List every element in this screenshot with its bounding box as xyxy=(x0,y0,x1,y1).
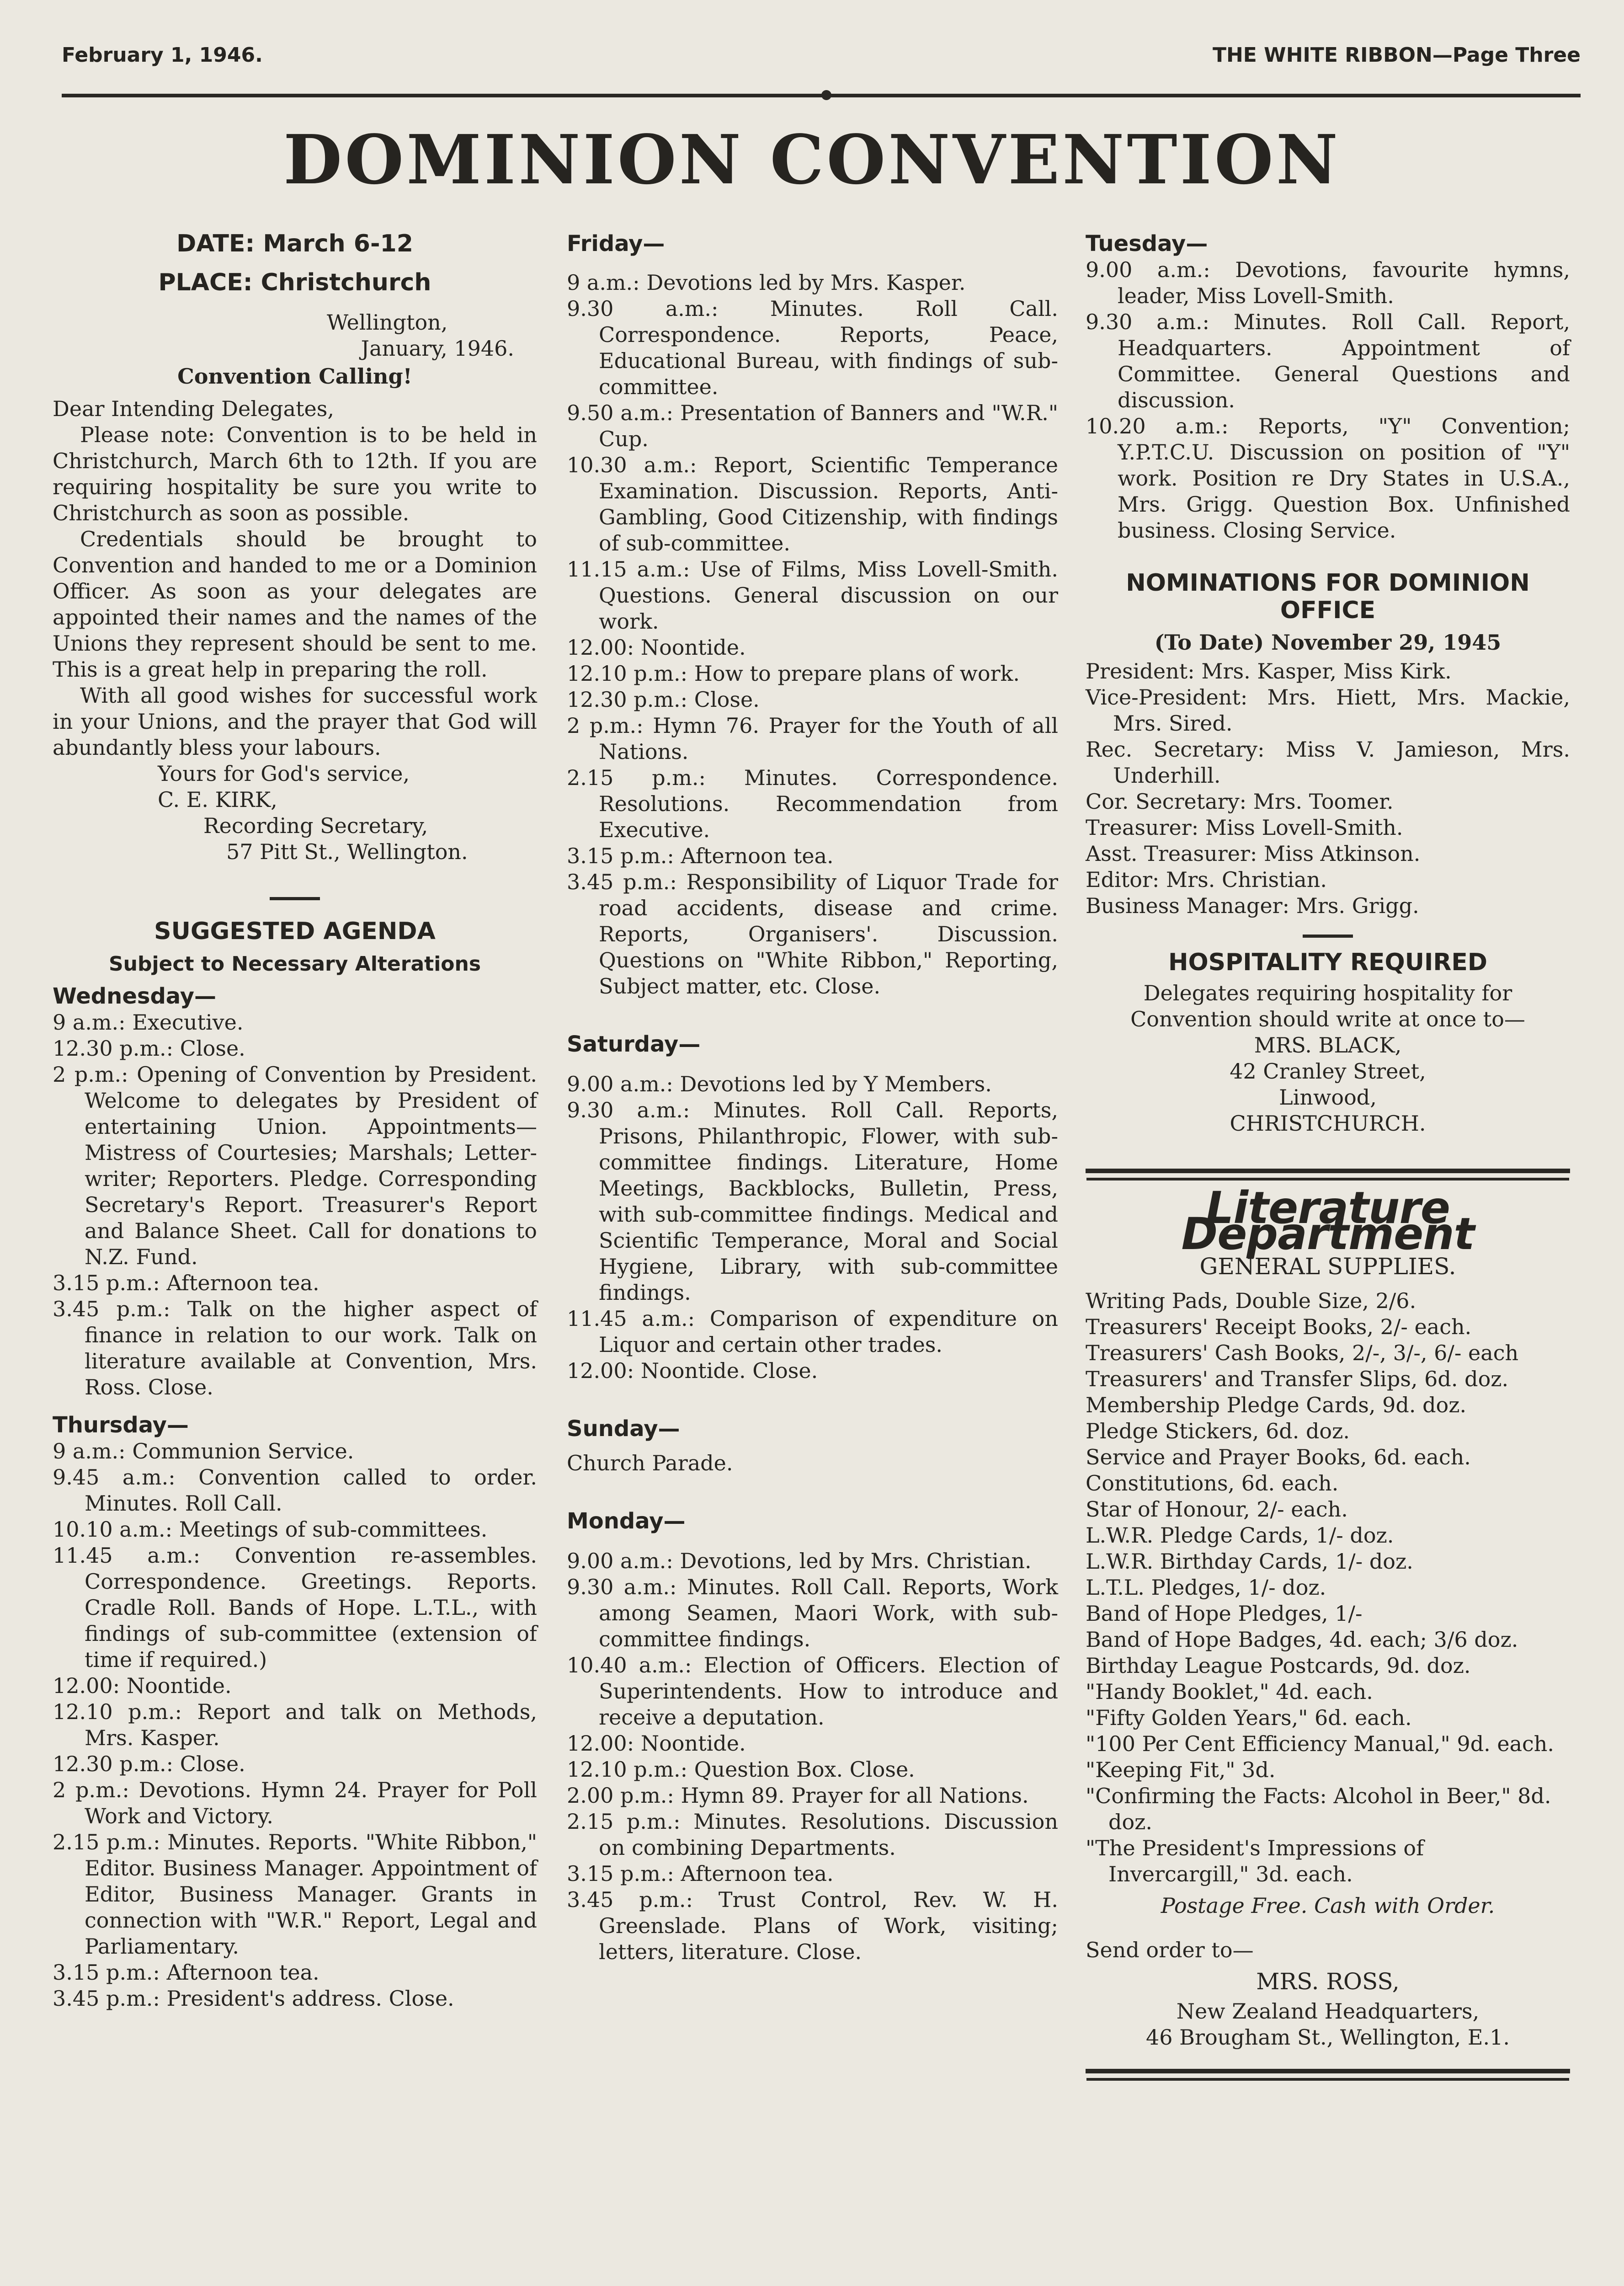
agenda-wednesday xyxy=(53,1009,537,1400)
page-title: DOMINION CONVENTION xyxy=(283,120,1341,199)
letter-date: January, 1946. xyxy=(361,336,514,361)
hospitality-text: Delegates requiring hospitality for Convention should write at once to— xyxy=(1130,981,1525,1031)
agenda-item: 12.30 p.m.: Close. xyxy=(567,687,760,712)
literature-item: Treasurers' Receipt Books, 2/- each. xyxy=(1086,1314,1472,1339)
agenda-item: 11.15 a.m.: Use of Films, Miss Lovell-Smith. Questions. General discussion on our work. xyxy=(567,557,1058,634)
agenda-item: 2.15 p.m.: Minutes. Resolutions. Discussion on combining Departments. xyxy=(567,1809,1058,1860)
section-divider xyxy=(1086,2069,1570,2073)
agenda-item: 3.15 p.m.: Afternoon tea. xyxy=(567,1861,834,1886)
letter-paragraph: Credentials should be brought to Convention and handed to me or a Dominion Officer. As soon as your delegates are appointed their names and the names of the Unions they represent should be sent to me. This is a great help in preparing the roll. xyxy=(53,527,537,682)
hospitality-name: MRS. BLACK, xyxy=(1254,1033,1402,1058)
nomination-item: Treasurer: Miss Lovell-Smith. xyxy=(1086,815,1403,840)
contact-address: 46 Brougham St., Wellington, E.1. xyxy=(1146,2025,1510,2050)
agenda-item: 3.15 p.m.: Afternoon tea. xyxy=(567,844,834,868)
agenda-item: 9.00 a.m.: Devotions led by Y Members. xyxy=(567,1072,992,1096)
agenda-item: 2 p.m.: Devotions. Hymn 24. Prayer for Poll Work and Victory. xyxy=(53,1778,538,1828)
running-header xyxy=(62,43,1581,67)
literature-item: "Confirming the Facts: Alcohol in Beer," 8d. doz. xyxy=(1086,1784,1551,1834)
letter-signature: C. E. KIRK, xyxy=(158,787,277,812)
agenda-item: 11.45 a.m.: Comparison of expenditure on Liquor and certain other trades. xyxy=(567,1306,1059,1357)
literature-item: Pledge Stickers, 6d. doz. xyxy=(1086,1419,1350,1443)
agenda-item: 2.15 p.m.: Minutes. Reports. "White Ribbon," Editor. Business Manager. Appointment of Editor, Business Manager. Grants in connection with "W.R." Report, Legal and Parliamentary. xyxy=(53,1830,537,1959)
day-heading-tuesday: Tuesday— xyxy=(1086,231,1208,256)
agenda-heading: SUGGESTED AGENDA xyxy=(154,918,436,945)
nomination-item: Rec. Secretary: Miss V. Jamieson, Mrs. Underhill. xyxy=(1086,737,1570,788)
literature-list xyxy=(1086,1288,1570,1887)
agenda-item: 12.30 p.m.: Close. xyxy=(53,1036,245,1061)
agenda-tuesday xyxy=(1086,257,1570,544)
agenda-item: 12.10 p.m.: Question Box. Close. xyxy=(567,1757,915,1782)
nomination-item: President: Mrs. Kasper, Miss Kirk. xyxy=(1086,659,1452,684)
header-rule xyxy=(62,94,1581,97)
day-heading-monday: Monday— xyxy=(567,1508,686,1534)
nomination-item: Business Manager: Mrs. Grigg. xyxy=(1086,893,1419,918)
literature-item: "Keeping Fit," 3d. xyxy=(1086,1757,1276,1782)
letter-role: Recording Secretary, xyxy=(203,813,428,838)
agenda-friday xyxy=(567,270,1058,999)
literature-item: "100 Per Cent Efficiency Manual," 9d. each. xyxy=(1086,1731,1555,1756)
agenda-item: 3.15 p.m.: Afternoon tea. xyxy=(53,1960,319,1985)
letter-paragraph: Please note: Convention is to be held in Christchurch, March 6th to 12th. If you are requiring hospitality be sure you write to Christchurch as soon as possible. xyxy=(53,422,537,525)
day-heading-saturday: Saturday— xyxy=(567,1031,701,1057)
agenda-item: Church Parade. xyxy=(567,1451,733,1475)
literature-item: Membership Pledge Cards, 9d. doz. xyxy=(1086,1393,1467,1417)
contact-organisation: New Zealand Headquarters, xyxy=(1176,1999,1480,2024)
hospitality-city: CHRISTCHURCH. xyxy=(1230,1111,1426,1136)
letter-place: Wellington, xyxy=(327,310,448,335)
section-divider xyxy=(270,897,320,900)
agenda-item: 3.15 p.m.: Afternoon tea. xyxy=(53,1271,319,1295)
literature-item: Treasurers' and Transfer Slips, 6d. doz. xyxy=(1086,1367,1509,1391)
column-2 xyxy=(567,231,1058,1965)
literature-item: Star of Honour, 2/- each. xyxy=(1086,1497,1348,1522)
agenda-item: 12.00: Noontide. xyxy=(53,1673,232,1698)
agenda-saturday xyxy=(567,1071,1058,1384)
agenda-item: 3.45 p.m.: Responsibility of Liquor Trade for road accidents, disease and crime. Reports, Organisers'. Discussion. Questions on "White Ribbon," Reporting, Subject matter, etc. Close. xyxy=(567,870,1058,999)
publication-page: THE WHITE RIBBON—Page Three xyxy=(1212,43,1581,67)
day-heading-friday: Friday— xyxy=(567,231,665,256)
literature-item: Writing Pads, Double Size, 2/6. xyxy=(1086,1288,1416,1313)
agenda-item: 10.40 a.m.: Election of Officers. Election of Superintendents. How to introduce and receive a deputation. xyxy=(567,1653,1058,1730)
literature-item: L.W.R. Pledge Cards, 1/- doz. xyxy=(1086,1523,1394,1548)
agenda-item: 9 a.m.: Communion Service. xyxy=(53,1439,354,1463)
section-divider xyxy=(1086,1169,1570,1173)
agenda-item: 12.00: Noontide. Close. xyxy=(567,1358,818,1383)
literature-item: Treasurers' Cash Books, 2/-, 3/-, 6/- each xyxy=(1086,1341,1519,1365)
literature-item: "The President's Impressions of Invercargill," 3d. each. xyxy=(1086,1836,1424,1886)
literature-item: Band of Hope Pledges, 1/- xyxy=(1086,1601,1363,1626)
nominations-heading: NOMINATIONS FOR DOMINION OFFICE xyxy=(1126,569,1530,624)
agenda-item: 9.30 a.m.: Minutes. Roll Call. Report, Headquarters. Appointment of Committee. General Questions and discussion. xyxy=(1086,310,1570,412)
agenda-item: 9.45 a.m.: Convention called to order. Minutes. Roll Call. xyxy=(53,1465,537,1516)
agenda-item: 2.00 p.m.: Hymn 89. Prayer for all Nations. xyxy=(567,1783,1029,1808)
agenda-thursday xyxy=(53,1438,537,2012)
agenda-item: 9 a.m.: Executive. xyxy=(53,1010,244,1035)
literature-item: Constitutions, 6d. each. xyxy=(1086,1471,1339,1496)
literature-heading: Literature Department xyxy=(1181,1182,1475,1260)
issue-date: February 1, 1946. xyxy=(62,43,263,67)
day-heading-thursday: Thursday— xyxy=(53,1412,189,1438)
hospitality-suburb: Linwood, xyxy=(1279,1085,1377,1110)
postage-note: Postage Free. Cash with Order. xyxy=(1161,1893,1495,1918)
agenda-item: 9.00 a.m.: Devotions, favourite hymns, leader, Miss Lovell-Smith. xyxy=(1086,257,1570,308)
nomination-item: Cor. Secretary: Mrs. Toomer. xyxy=(1086,789,1394,814)
column-1 xyxy=(53,231,537,2012)
agenda-item: 9.30 a.m.: Minutes. Roll Call. Correspondence. Reports, Peace, Educational Bureau, with findings of sub-committee. xyxy=(567,296,1058,399)
agenda-item: 12.10 p.m.: Report and talk on Methods, Mrs. Kasper. xyxy=(53,1699,537,1750)
agenda-item: 9.00 a.m.: Devotions, led by Mrs. Christian. xyxy=(567,1549,1032,1573)
agenda-item: 9.30 a.m.: Minutes. Roll Call. Reports, Work among Seamen, Maori Work, with sub-committee findings. xyxy=(567,1575,1058,1651)
day-heading-wednesday: Wednesday— xyxy=(53,983,217,1009)
agenda-item: 2.15 p.m.: Minutes. Correspondence. Resolutions. Recommendation from Executive. xyxy=(567,765,1058,842)
literature-subheading: GENERAL SUPPLIES. xyxy=(1199,1253,1456,1280)
agenda-item: 2 p.m.: Hymn 76. Prayer for the Youth of all Nations. xyxy=(567,713,1059,764)
agenda-item: 10.30 a.m.: Report, Scientific Temperance Examination. Discussion. Reports, Anti-Gambling, Good Citizenship, with findings of sub-committee. xyxy=(567,453,1058,555)
agenda-item: 9.30 a.m.: Minutes. Roll Call. Reports, Prisons, Philanthropic, Flower, with sub-committee findings. Literature, Home Meetings, Backblocks, Bulletin, Press, with sub-committee findings. Medical and Scientific Temperance, Moral and Social Hygiene, Library, with sub-committee findings. xyxy=(567,1098,1058,1305)
agenda-item: 12.10 p.m.: How to prepare plans of work. xyxy=(567,661,1020,686)
hospitality-street: 42 Cranley Street, xyxy=(1230,1059,1426,1084)
agenda-item: 12.30 p.m.: Close. xyxy=(53,1752,245,1776)
agenda-item: 3.45 p.m.: Talk on the higher aspect of finance in relation to our work. Talk on literature available at Convention, Mrs. Ross. Close. xyxy=(53,1297,538,1399)
literature-item: L.T.L. Pledges, 1/- doz. xyxy=(1086,1575,1326,1600)
agenda-item: 10.10 a.m.: Meetings of sub-committees. xyxy=(53,1517,488,1542)
section-divider xyxy=(1303,935,1353,938)
agenda-item: 12.00: Noontide. xyxy=(567,1731,746,1756)
nominations-list xyxy=(1086,658,1570,919)
send-order-label: Send order to— xyxy=(1086,1938,1254,1962)
literature-item: Birthday League Postcards, 9d. doz. xyxy=(1086,1653,1471,1678)
literature-item: Band of Hope Badges, 4d. each; 3/6 doz. xyxy=(1086,1627,1518,1652)
salutation: Dear Intending Delegates, xyxy=(53,396,334,421)
nomination-item: Editor: Mrs. Christian. xyxy=(1086,867,1327,892)
column-3 xyxy=(1086,231,1570,2073)
agenda-item: 2 p.m.: Opening of Convention by President. Welcome to delegates by President of entertaining Union. Appointments—Mistress of Courtesies; Marshals; Letter-writer; Reporters. Pledge. Corresponding Secretary's Report. Treasurer's Report and Balance Sheet. Call for donations to N.Z. Fund. xyxy=(53,1062,538,1269)
letter-closing: Yours for God's service, xyxy=(158,761,410,786)
literature-item: "Handy Booklet," 4d. each. xyxy=(1086,1679,1373,1704)
literature-item: Service and Prayer Books, 6d. each. xyxy=(1086,1445,1471,1469)
hospitality-heading: HOSPITALITY REQUIRED xyxy=(1168,949,1488,976)
day-heading-sunday: Sunday— xyxy=(567,1416,680,1442)
convention-place: PLACE: Christchurch xyxy=(158,269,431,296)
letter-heading: Convention Calling! xyxy=(177,364,412,389)
agenda-monday xyxy=(567,1548,1058,1965)
nominations-subheading: (To Date) November 29, 1945 xyxy=(1154,630,1502,655)
contact-name: MRS. ROSS, xyxy=(1256,1968,1400,1995)
agenda-item: 11.45 a.m.: Convention re-assembles. Correspondence. Greetings. Reports. Cradle Roll. Bands of Hope. L.T.L., with findings of sub-committee (extension of time if required.) xyxy=(53,1543,537,1672)
agenda-item: 9.50 a.m.: Presentation of Banners and "W.R." Cup. xyxy=(567,401,1058,451)
agenda-item: 3.45 p.m.: President's address. Close. xyxy=(53,1986,454,2011)
letter-paragraph: With all good wishes for successful work in your Unions, and the prayer that God will abundantly bless your labours. xyxy=(53,683,537,760)
agenda-item: 9 a.m.: Devotions led by Mrs. Kasper. xyxy=(567,270,966,295)
letter-address: 57 Pitt St., Wellington. xyxy=(226,839,468,864)
agenda-item: 12.00: Noontide. xyxy=(567,635,746,660)
nomination-item: Asst. Treasurer: Miss Atkinson. xyxy=(1086,841,1421,866)
literature-item: L.W.R. Birthday Cards, 1/- doz. xyxy=(1086,1549,1413,1574)
literature-item: "Fifty Golden Years," 6d. each. xyxy=(1086,1705,1412,1730)
agenda-item: 3.45 p.m.: Trust Control, Rev. W. H. Greenslade. Plans of Work, visiting; letters, literature. Close. xyxy=(567,1887,1058,1964)
nomination-item: Vice-President: Mrs. Hiett, Mrs. Mackie, Mrs. Sired. xyxy=(1086,685,1570,736)
agenda-item: 10.20 a.m.: Reports, "Y" Convention; Y.P.T.C.U. Discussion on position of "Y" work. Position re Dry States in U.S.A., Mrs. Grigg. Question Box. Unfinished business. Closing Service. xyxy=(1086,414,1571,543)
convention-date: DATE: March 6-12 xyxy=(176,230,413,257)
agenda-subheading: Subject to Necessary Alterations xyxy=(108,952,481,976)
